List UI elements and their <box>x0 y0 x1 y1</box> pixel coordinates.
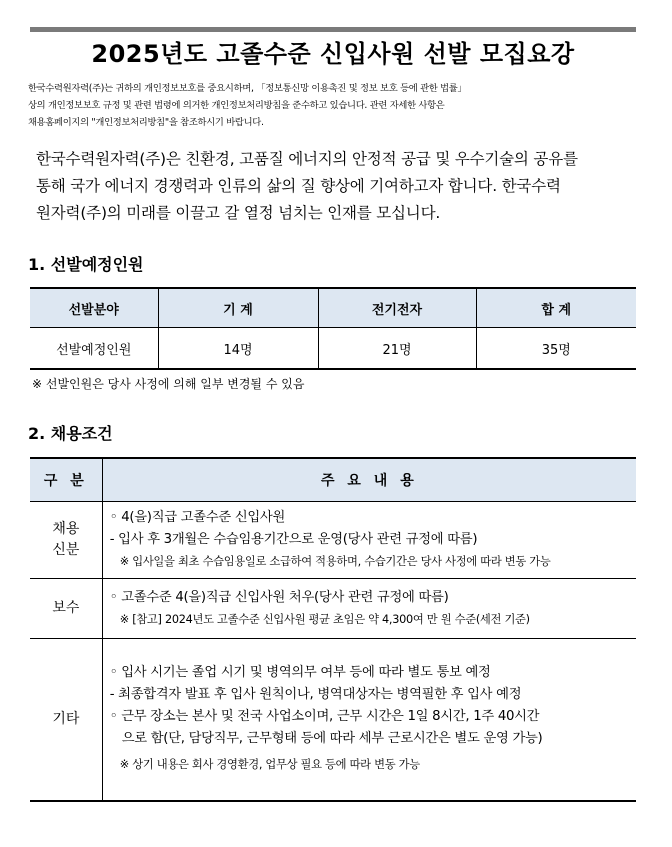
section-heading-quota: 1. 선발예정인원 <box>28 255 144 274</box>
conditions-content-salary <box>102 579 636 639</box>
privacy-notice-line: 상의 개인정보보호 규정 및 관련 법령에 의거한 개인정보처리방침을 준수하고 있습니다. 관련 자세한 사항은 <box>28 100 445 111</box>
quota-table-header-row <box>30 288 636 328</box>
content-line: - 최종합격자 발표 후 입사 원칙이나, 병역대상자는 병역필한 후 입사 예정 <box>109 687 522 703</box>
quota-mechanical-count: 14명 <box>158 328 318 370</box>
privacy-notice-line: 채용홈페이지의 "개인정보처리방침"을 참조하시기 바랍니다. <box>28 117 264 128</box>
content-note-line: ※ [참고] 2024년도 고졸수준 신입사원 평균 초임은 약 4,300여 만 원 수준(세전 기준) <box>119 612 530 626</box>
content-note-line: ※ 상기 내용은 회사 경영환경, 업무상 필요 등에 따라 변동 가능 <box>119 758 420 772</box>
quota-table <box>30 287 636 370</box>
content-line: ◦ 4(을)직급 고졸수준 신입사원 <box>109 510 286 525</box>
conditions-header-row <box>30 458 636 502</box>
quota-header-electrical: 전기전자 <box>318 288 476 328</box>
conditions-category-status <box>30 502 102 579</box>
privacy-notice <box>28 80 640 131</box>
intro-paragraph <box>36 146 640 227</box>
conditions-row-salary <box>30 579 636 639</box>
content-line: ◦ 입사 시기는 졸업 시기 및 병역의무 여부 등에 따라 별도 통보 예정 <box>109 665 491 681</box>
conditions-content-status <box>102 502 636 579</box>
quota-note: ※ 선발인원은 당사 사정에 의해 일부 변경될 수 있음 <box>32 377 305 391</box>
quota-total-count: 35명 <box>476 328 636 370</box>
category-label-line: 보수 <box>52 600 80 616</box>
quota-electrical-count: 21명 <box>318 328 476 370</box>
conditions-row-other <box>30 639 636 801</box>
category-label-line: 기타 <box>52 710 80 727</box>
quota-row-label: 선발예정인원 <box>30 328 158 370</box>
quota-table-row <box>30 328 636 370</box>
content-line: - 입사 후 3개월은 수습임용기간으로 운영(당사 관련 규정에 따름) <box>109 532 478 547</box>
category-label-line: 채용 <box>52 521 80 537</box>
section-heading-conditions: 2. 채용조건 <box>28 424 113 443</box>
content-line: ◦ 근무 장소는 본사 및 전국 사업소이며, 근무 시간은 1일 8시간, 1주 40시간 <box>109 709 540 725</box>
intro-line: 통해 국가 에너지 경쟁력과 인류의 삶의 질 향상에 기여하고자 합니다. 한국수력 <box>36 177 561 195</box>
privacy-notice-line: 한국수력원자력(주)는 귀하의 개인정보보호를 중요시하며, 「정보통신망 이용촉진 및 정보 보호 등에 관한 법률」 <box>28 83 467 94</box>
conditions-table <box>30 457 636 802</box>
title-top-rule <box>30 27 636 32</box>
conditions-header-content: 주 요 내 용 <box>102 458 636 502</box>
conditions-row-status <box>30 502 636 579</box>
conditions-content-other <box>102 639 636 801</box>
intro-line: 한국수력원자력(주)은 친환경, 고품질 에너지의 안정적 공급 및 우수기술의 공유를 <box>36 150 578 168</box>
content-note-line: ※ 입사일을 최초 수습임용일로 소급하여 적용하며, 수습기간은 당사 사정에 따라 변동 가능 <box>119 555 551 568</box>
intro-line: 원자력(주)의 미래를 이끌고 갈 열정 넘치는 인재를 모십니다. <box>36 204 441 222</box>
category-label-line: 신분 <box>52 542 80 558</box>
content-line: 으로 함(단, 담당직무, 근무형태 등에 따라 세부 근로시간은 별도 운영 가능) <box>121 731 543 747</box>
quota-header-total: 합 계 <box>476 288 636 328</box>
conditions-category-other <box>30 639 102 801</box>
conditions-category-salary <box>30 579 102 639</box>
quota-header-mechanical: 기 계 <box>158 288 318 328</box>
content-line: ◦ 고졸수준 4(을)직급 신입사원 처우(당사 관련 규정에 따름) <box>109 589 449 605</box>
conditions-header-category: 구 분 <box>30 458 102 502</box>
quota-header-field: 선발분야 <box>30 288 158 328</box>
page-title: 2025년도 고졸수준 신입사원 선발 모집요강 <box>91 40 575 68</box>
